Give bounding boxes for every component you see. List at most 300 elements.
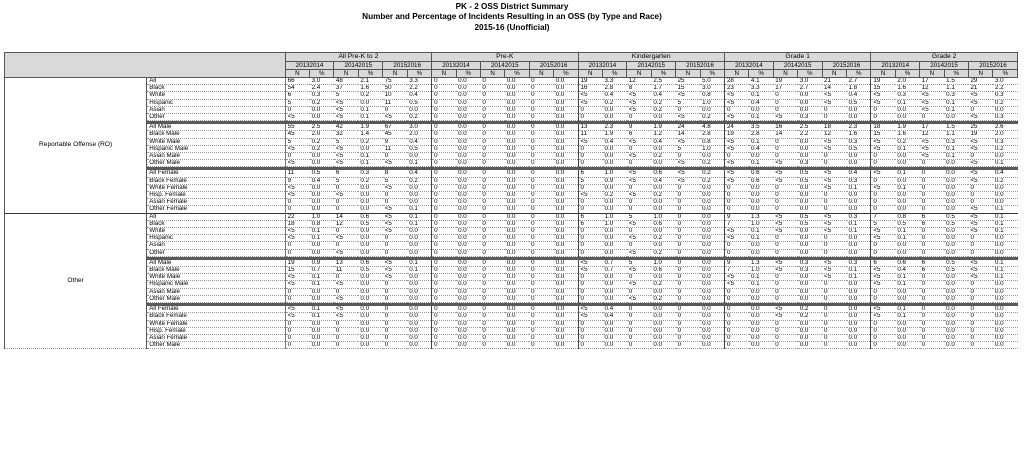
- data-cell: <5: [871, 281, 895, 288]
- data-cell: <5: [724, 160, 748, 167]
- data-cell: 0.0: [310, 242, 334, 249]
- data-cell: 8: [627, 85, 651, 92]
- data-cell: 0: [285, 249, 309, 256]
- data-cell: 0: [383, 249, 407, 256]
- data-cell: 0.3: [798, 260, 822, 267]
- data-cell: 18: [871, 124, 895, 131]
- data-cell: 0.5: [358, 267, 382, 274]
- data-cell: 0.0: [505, 85, 529, 92]
- data-cell: 4.1: [749, 78, 773, 85]
- data-cell: 0.0: [554, 78, 578, 85]
- data-cell: 0: [529, 306, 553, 313]
- data-cell: 0.0: [700, 281, 724, 288]
- row-label: All Male: [147, 260, 285, 267]
- data-cell: <5: [968, 213, 992, 220]
- data-cell: 0.0: [651, 288, 675, 295]
- data-cell: 0.0: [798, 320, 822, 327]
- data-cell: 0: [432, 106, 456, 113]
- data-cell: 0.2: [651, 99, 675, 106]
- data-cell: 0.0: [944, 274, 968, 281]
- data-cell: 0.0: [505, 177, 529, 184]
- data-cell: 0.0: [700, 334, 724, 341]
- data-cell: 0: [480, 288, 504, 295]
- data-cell: 0: [334, 199, 358, 206]
- data-cell: 0: [968, 320, 992, 327]
- data-cell: 0.1: [310, 274, 334, 281]
- data-cell: 0.0: [358, 235, 382, 242]
- data-cell: <5: [334, 153, 358, 160]
- data-cell: 0.0: [651, 342, 675, 349]
- row-label: All Female: [147, 306, 285, 313]
- data-cell: 0.1: [847, 184, 871, 191]
- data-cell: 0.0: [554, 260, 578, 267]
- data-cell: 5.0: [700, 78, 724, 85]
- data-cell: 0: [334, 320, 358, 327]
- data-cell: 0: [627, 306, 651, 313]
- data-cell: 0.0: [603, 295, 627, 302]
- data-cell: 0: [529, 281, 553, 288]
- data-cell: <5: [334, 249, 358, 256]
- data-cell: 0: [676, 327, 700, 334]
- data-cell: 0: [480, 131, 504, 138]
- data-cell: 0: [822, 281, 846, 288]
- data-cell: 2.5: [798, 124, 822, 131]
- data-cell: 0: [432, 213, 456, 220]
- data-cell: 0: [480, 213, 504, 220]
- data-cell: 0.1: [749, 160, 773, 167]
- data-cell: 0: [968, 334, 992, 341]
- data-cell: 1.0: [700, 145, 724, 152]
- data-cell: 0.0: [407, 106, 431, 113]
- data-cell: 15: [871, 131, 895, 138]
- data-cell: 0: [432, 320, 456, 327]
- year-header: 20132014: [432, 62, 481, 70]
- data-cell: 0.0: [847, 160, 871, 167]
- data-cell: 0.1: [895, 145, 919, 152]
- data-cell: 0.5: [407, 145, 431, 152]
- data-cell: 0.0: [554, 213, 578, 220]
- data-cell: 0.0: [310, 184, 334, 191]
- data-cell: 0.0: [456, 114, 480, 121]
- data-cell: <5: [383, 220, 407, 227]
- data-cell: 0: [871, 295, 895, 302]
- data-cell: 1.7: [651, 85, 675, 92]
- data-cell: 0: [968, 106, 992, 113]
- data-cell: 37: [334, 85, 358, 92]
- data-cell: 6: [334, 170, 358, 177]
- data-cell: 0.0: [310, 288, 334, 295]
- data-cell: 0.0: [603, 342, 627, 349]
- data-cell: 0.0: [603, 320, 627, 327]
- data-cell: 0: [529, 114, 553, 121]
- data-cell: <5: [724, 281, 748, 288]
- data-cell: 17: [920, 124, 944, 131]
- data-cell: 3.0: [993, 78, 1018, 85]
- data-cell: 0.0: [456, 213, 480, 220]
- data-cell: 0.5: [944, 260, 968, 267]
- data-cell: 0: [432, 274, 456, 281]
- data-cell: 0: [480, 228, 504, 235]
- data-cell: 0: [334, 288, 358, 295]
- data-cell: 0.0: [700, 313, 724, 320]
- data-cell: 11: [383, 145, 407, 152]
- data-cell: <5: [334, 281, 358, 288]
- data-cell: 0: [871, 206, 895, 213]
- data-cell: <5: [627, 170, 651, 177]
- data-cell: 0: [920, 342, 944, 349]
- data-cell: 0: [773, 320, 797, 327]
- data-cell: 0.5: [407, 99, 431, 106]
- data-cell: 0.0: [749, 106, 773, 113]
- data-cell: 0.0: [505, 114, 529, 121]
- data-cell: 0.0: [505, 153, 529, 160]
- data-cell: <5: [968, 177, 992, 184]
- percent-header: %: [993, 70, 1018, 78]
- data-cell: 0.0: [456, 206, 480, 213]
- data-cell: 12: [822, 131, 846, 138]
- data-cell: 0: [383, 288, 407, 295]
- data-cell: 42: [334, 124, 358, 131]
- data-cell: <5: [920, 138, 944, 145]
- data-cell: 0.0: [505, 124, 529, 131]
- data-cell: 5: [334, 177, 358, 184]
- data-cell: 0.0: [700, 228, 724, 235]
- data-cell: 0.0: [798, 249, 822, 256]
- data-cell: 0.0: [993, 288, 1018, 295]
- data-cell: 0.0: [993, 106, 1018, 113]
- table-row: [5, 92, 1018, 99]
- data-cell: 0: [529, 131, 553, 138]
- row-label: Hispanic Male: [147, 281, 285, 288]
- data-cell: 0.0: [993, 184, 1018, 191]
- data-cell: 0.0: [554, 160, 578, 167]
- data-cell: 0.0: [310, 199, 334, 206]
- data-cell: 0: [627, 206, 651, 213]
- data-cell: 0.0: [358, 342, 382, 349]
- data-cell: 0.0: [993, 320, 1018, 327]
- data-cell: 0.1: [847, 228, 871, 235]
- data-cell: 19: [968, 131, 992, 138]
- data-cell: 2.2: [798, 131, 822, 138]
- data-cell: <5: [822, 267, 846, 274]
- data-cell: <5: [871, 145, 895, 152]
- data-cell: 0: [432, 192, 456, 199]
- data-cell: 0.0: [944, 160, 968, 167]
- data-cell: 0.5: [847, 145, 871, 152]
- data-cell: 0.0: [798, 138, 822, 145]
- data-cell: 0.0: [505, 342, 529, 349]
- count-header: N: [871, 70, 895, 78]
- data-cell: 0.1: [407, 220, 431, 227]
- data-cell: 0.0: [456, 249, 480, 256]
- row-label: Other Male: [147, 160, 285, 167]
- data-cell: 0.0: [847, 249, 871, 256]
- data-cell: 0: [627, 242, 651, 249]
- data-cell: 0.0: [603, 153, 627, 160]
- data-cell: 14: [334, 213, 358, 220]
- data-cell: 0.1: [847, 274, 871, 281]
- data-cell: 0.0: [895, 327, 919, 334]
- data-cell: 0: [529, 242, 553, 249]
- report-titles: [0, 0, 1024, 33]
- data-cell: 0: [920, 334, 944, 341]
- data-cell: <5: [871, 306, 895, 313]
- data-cell: 1.9: [895, 124, 919, 131]
- data-cell: 0.4: [651, 138, 675, 145]
- data-cell: 0.0: [554, 281, 578, 288]
- data-cell: 0: [578, 295, 602, 302]
- data-cell: 16: [773, 124, 797, 131]
- data-cell: 0: [627, 114, 651, 121]
- data-cell: 0.3: [847, 138, 871, 145]
- data-cell: 1.0: [700, 99, 724, 106]
- data-cell: 45: [383, 131, 407, 138]
- data-cell: 0: [383, 153, 407, 160]
- data-cell: 0.2: [310, 99, 334, 106]
- data-cell: 15: [285, 267, 309, 274]
- data-cell: 1.3: [749, 213, 773, 220]
- data-cell: 0.3: [798, 160, 822, 167]
- data-cell: 9: [627, 124, 651, 131]
- data-cell: <5: [285, 192, 309, 199]
- table-row: [5, 177, 1018, 184]
- data-cell: 0: [871, 106, 895, 113]
- data-cell: 0: [529, 99, 553, 106]
- data-cell: 0.0: [798, 342, 822, 349]
- data-cell: 0.0: [847, 242, 871, 249]
- report-title: PK - 2 OSS District Summary: [455, 2, 569, 11]
- data-cell: 0.2: [700, 160, 724, 167]
- data-cell: 55: [285, 124, 309, 131]
- data-cell: 0: [627, 228, 651, 235]
- data-cell: 0: [432, 249, 456, 256]
- data-cell: 0.0: [700, 199, 724, 206]
- data-cell: 0: [432, 124, 456, 131]
- data-cell: 0.2: [651, 281, 675, 288]
- data-cell: 0.0: [700, 106, 724, 113]
- data-cell: 0: [724, 192, 748, 199]
- data-cell: 0: [920, 228, 944, 235]
- data-cell: 0.0: [944, 206, 968, 213]
- data-cell: 0: [822, 242, 846, 249]
- data-cell: 11: [578, 131, 602, 138]
- data-cell: 0.0: [554, 306, 578, 313]
- header-corner: [5, 53, 286, 78]
- data-cell: 0.6: [651, 267, 675, 274]
- data-cell: 0: [383, 106, 407, 113]
- data-cell: 0: [627, 313, 651, 320]
- data-cell: 0: [578, 199, 602, 206]
- data-cell: <5: [968, 260, 992, 267]
- data-cell: 0: [627, 342, 651, 349]
- data-cell: <5: [822, 274, 846, 281]
- data-cell: 0.0: [700, 220, 724, 227]
- data-cell: 19: [578, 78, 602, 85]
- count-header: N: [724, 70, 748, 78]
- data-cell: <5: [968, 267, 992, 274]
- data-cell: 2.0: [407, 131, 431, 138]
- data-cell: 0.0: [798, 106, 822, 113]
- data-cell: <5: [676, 160, 700, 167]
- table-row: [5, 192, 1018, 199]
- data-cell: <5: [968, 220, 992, 227]
- data-cell: 8: [383, 170, 407, 177]
- table-row: [5, 153, 1018, 160]
- data-cell: 19: [773, 78, 797, 85]
- data-cell: 0.0: [993, 281, 1018, 288]
- data-cell: 0.1: [993, 206, 1018, 213]
- data-cell: 0: [920, 313, 944, 320]
- data-cell: <5: [627, 92, 651, 99]
- percent-header: %: [847, 70, 871, 78]
- data-cell: <5: [968, 206, 992, 213]
- data-cell: 0.0: [895, 342, 919, 349]
- data-cell: <5: [285, 281, 309, 288]
- data-cell: 18: [285, 220, 309, 227]
- data-cell: 0.0: [603, 274, 627, 281]
- table-row: [5, 274, 1018, 281]
- data-cell: 0: [822, 206, 846, 213]
- data-cell: 0.0: [554, 199, 578, 206]
- data-cell: 0.0: [944, 235, 968, 242]
- data-cell: 0.1: [944, 106, 968, 113]
- data-cell: 0.2: [603, 192, 627, 199]
- data-cell: 0.0: [749, 327, 773, 334]
- data-cell: 0: [676, 281, 700, 288]
- data-cell: 0: [676, 320, 700, 327]
- data-cell: 0: [724, 199, 748, 206]
- data-cell: 54: [285, 85, 309, 92]
- data-cell: 0.0: [554, 320, 578, 327]
- data-cell: 0: [432, 288, 456, 295]
- data-cell: 0: [773, 192, 797, 199]
- data-cell: 0.3: [895, 92, 919, 99]
- data-cell: 0.1: [993, 220, 1018, 227]
- data-cell: 0: [480, 138, 504, 145]
- data-cell: 0.0: [554, 242, 578, 249]
- data-cell: <5: [676, 170, 700, 177]
- table-row: [5, 220, 1018, 227]
- data-cell: 12: [920, 85, 944, 92]
- data-cell: 0: [822, 235, 846, 242]
- data-cell: 0: [432, 92, 456, 99]
- data-cell: 0.0: [993, 306, 1018, 313]
- data-cell: 0.0: [651, 320, 675, 327]
- data-cell: <5: [822, 138, 846, 145]
- data-cell: 0: [432, 153, 456, 160]
- data-cell: 0: [480, 342, 504, 349]
- data-cell: 0: [822, 106, 846, 113]
- data-cell: 0.4: [651, 92, 675, 99]
- row-label: Asian Female: [147, 334, 285, 341]
- data-cell: 0.0: [505, 281, 529, 288]
- data-cell: 0.0: [895, 106, 919, 113]
- data-cell: 0: [773, 106, 797, 113]
- data-cell: 0: [529, 138, 553, 145]
- year-header: 20142015: [773, 62, 822, 70]
- data-cell: 0: [529, 124, 553, 131]
- data-cell: 0: [871, 327, 895, 334]
- data-cell: 0.4: [847, 92, 871, 99]
- year-header: 20142015: [334, 62, 383, 70]
- data-cell: 0: [627, 199, 651, 206]
- data-cell: <5: [920, 99, 944, 106]
- data-cell: <5: [285, 114, 309, 121]
- data-cell: 0.0: [554, 85, 578, 92]
- data-cell: 0.0: [847, 320, 871, 327]
- data-cell: 0.0: [358, 288, 382, 295]
- data-cell: 3.5: [749, 124, 773, 131]
- data-cell: 0.2: [798, 313, 822, 320]
- data-cell: 0: [432, 177, 456, 184]
- data-cell: 0: [920, 327, 944, 334]
- data-cell: 0.0: [749, 206, 773, 213]
- data-cell: 0: [578, 249, 602, 256]
- data-cell: 0.1: [993, 260, 1018, 267]
- data-cell: <5: [724, 99, 748, 106]
- data-cell: 19: [871, 78, 895, 85]
- data-cell: 0.0: [505, 99, 529, 106]
- data-cell: 0.0: [651, 206, 675, 213]
- data-cell: <5: [822, 145, 846, 152]
- data-cell: <5: [627, 295, 651, 302]
- data-cell: <5: [920, 153, 944, 160]
- data-cell: 0.0: [798, 327, 822, 334]
- data-cell: 21: [968, 85, 992, 92]
- data-cell: <5: [871, 267, 895, 274]
- data-cell: 0.0: [505, 138, 529, 145]
- data-cell: 0.0: [505, 145, 529, 152]
- data-cell: 0.0: [456, 199, 480, 206]
- data-cell: 0.0: [847, 342, 871, 349]
- data-cell: 0.0: [505, 295, 529, 302]
- table-row: [5, 249, 1018, 256]
- data-cell: 2.0: [993, 131, 1018, 138]
- data-cell: 0.5: [798, 177, 822, 184]
- data-cell: 0.0: [407, 153, 431, 160]
- data-cell: 0.0: [993, 313, 1018, 320]
- data-cell: 0: [676, 288, 700, 295]
- data-cell: 1.6: [895, 85, 919, 92]
- data-cell: 0.5: [798, 220, 822, 227]
- data-cell: 0.2: [700, 114, 724, 121]
- data-cell: 0.0: [554, 334, 578, 341]
- data-cell: 24: [676, 124, 700, 131]
- data-cell: 0: [676, 106, 700, 113]
- data-cell: 0: [968, 192, 992, 199]
- data-cell: 0.0: [456, 106, 480, 113]
- data-cell: 0: [480, 249, 504, 256]
- data-cell: 0: [676, 249, 700, 256]
- data-cell: 0.0: [798, 242, 822, 249]
- data-cell: 0: [578, 334, 602, 341]
- table-row: [5, 327, 1018, 334]
- data-cell: 0.0: [700, 213, 724, 220]
- data-cell: 0.3: [847, 260, 871, 267]
- data-cell: <5: [968, 228, 992, 235]
- data-cell: 0.0: [456, 78, 480, 85]
- data-cell: <5: [578, 313, 602, 320]
- data-cell: 0.0: [554, 295, 578, 302]
- data-cell: 5: [334, 138, 358, 145]
- data-cell: 0.0: [505, 228, 529, 235]
- data-cell: 0: [968, 306, 992, 313]
- data-cell: 0.0: [895, 153, 919, 160]
- data-cell: 0.2: [651, 295, 675, 302]
- data-cell: 1.6: [895, 131, 919, 138]
- data-cell: 0.1: [944, 145, 968, 152]
- data-cell: 0.6: [895, 260, 919, 267]
